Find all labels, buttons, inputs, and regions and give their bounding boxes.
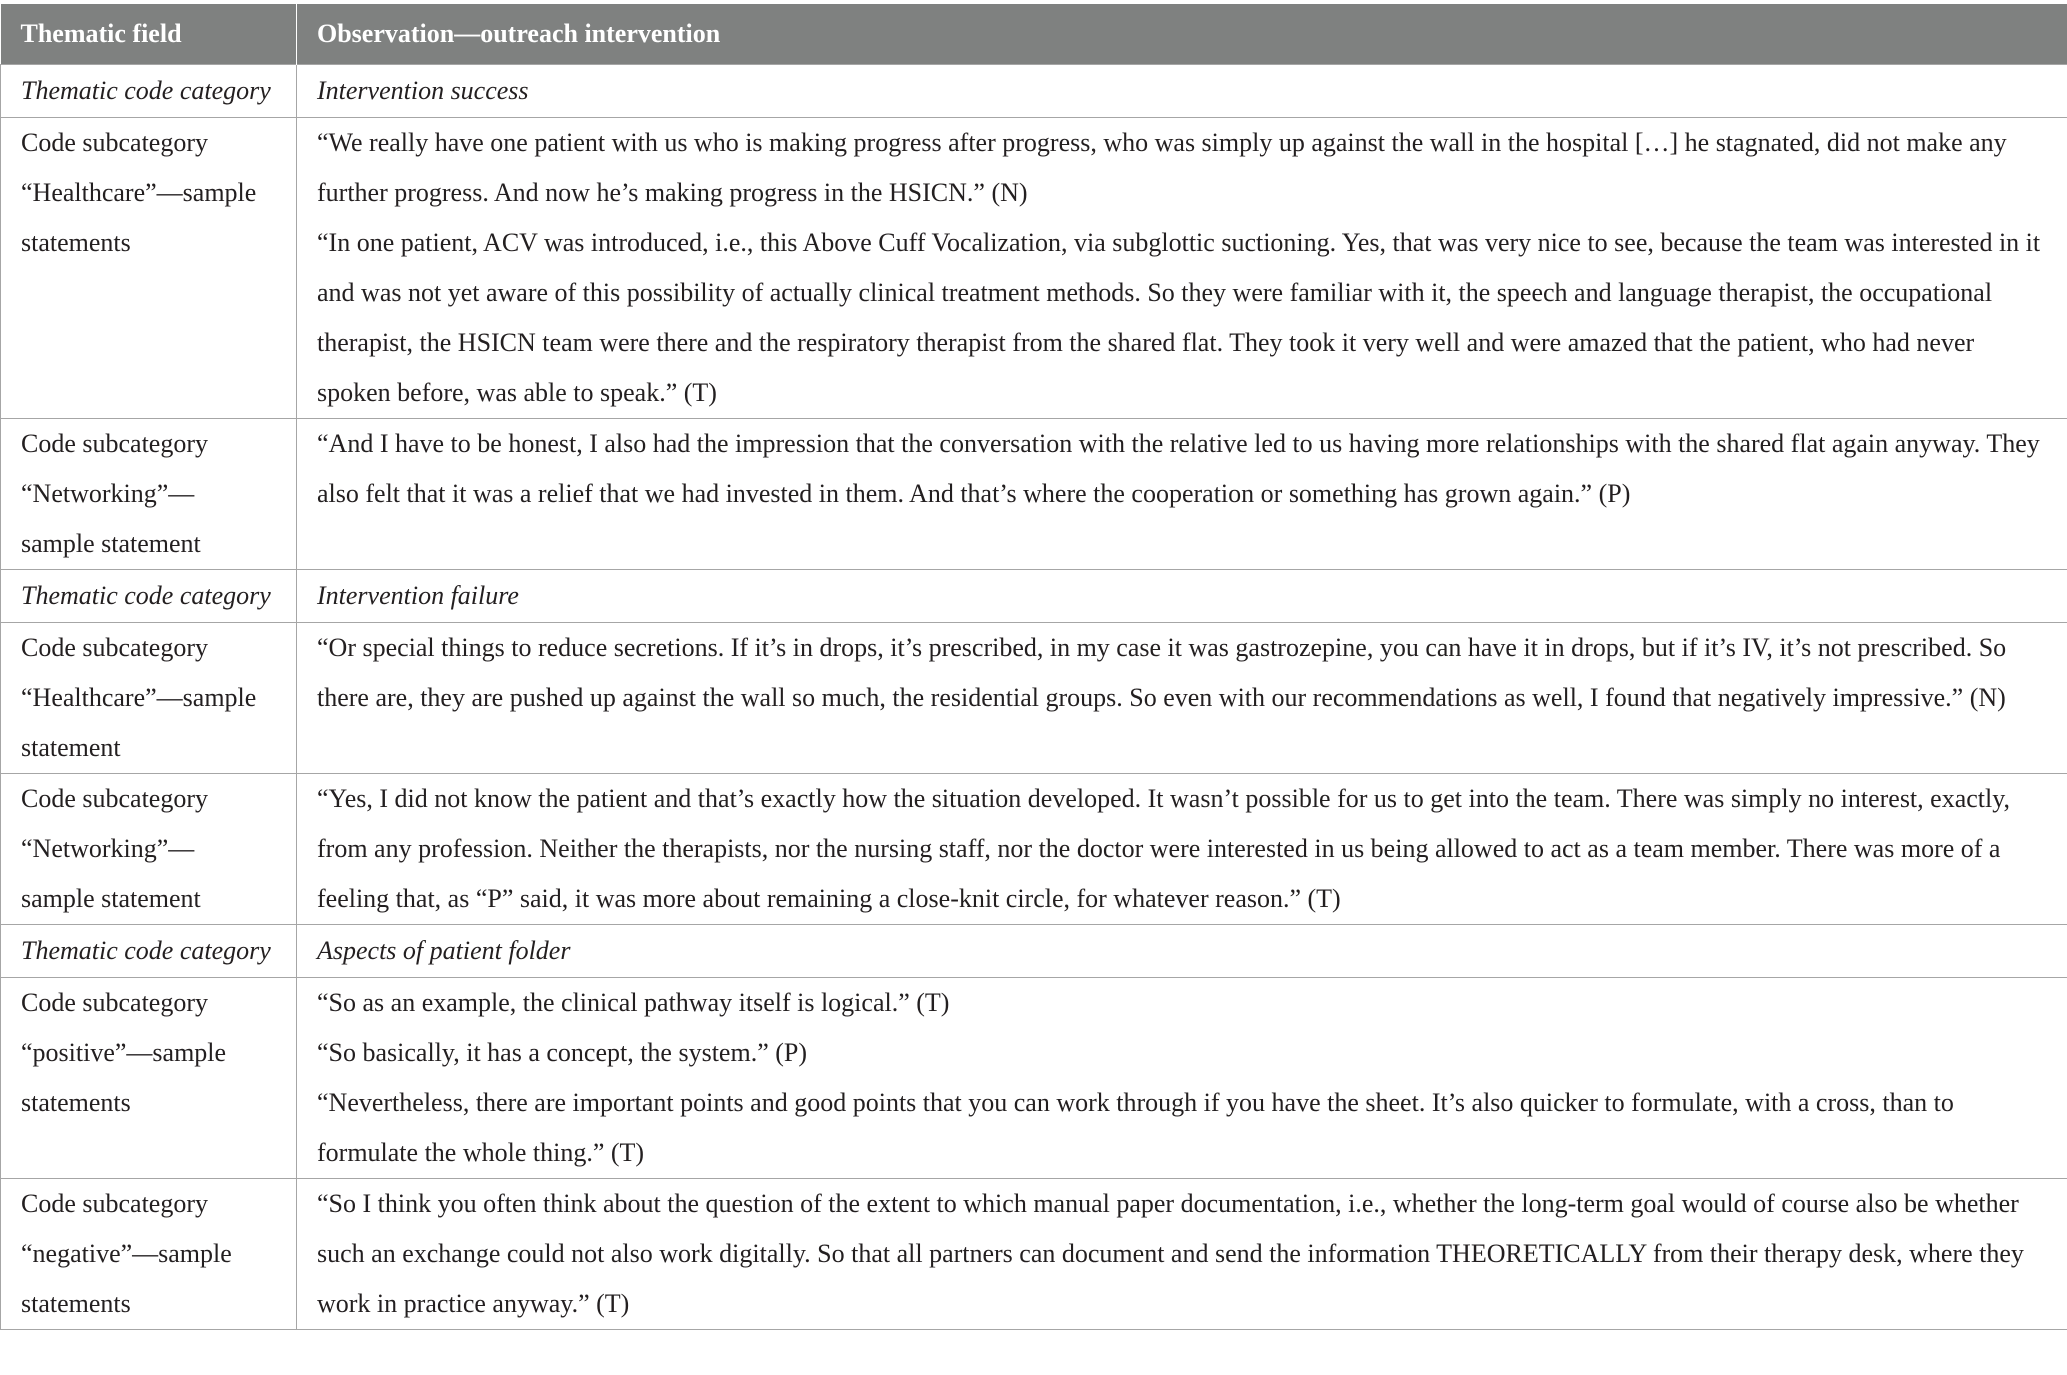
category-row bbox=[1, 570, 2067, 623]
statements-cell bbox=[297, 419, 2067, 570]
table-body bbox=[1, 65, 2067, 1330]
subcategory-label bbox=[1, 774, 297, 925]
subcategory-label-line: “Networking”— bbox=[21, 834, 195, 863]
subcategory-label-line: Code subcategory bbox=[21, 633, 209, 662]
category-value: Intervention success bbox=[297, 65, 2067, 118]
subcategory-label-line: statements bbox=[21, 1289, 131, 1318]
subcategory-row bbox=[1, 1179, 2067, 1330]
subcategory-label-line: Code subcategory bbox=[21, 1189, 209, 1218]
table-container bbox=[0, 4, 2067, 1330]
thematic-table bbox=[0, 4, 2067, 1330]
subcategory-label-line: “positive”—sample bbox=[21, 1038, 227, 1067]
sample-statement: “We really have one patient with us who is making progress after progress, who was simply up against the wall in the hospital […] he stagnated, did not make any further progress. And now he’s making progress in the HSICN.” (N) bbox=[317, 128, 2007, 207]
subcategory-label-line: sample statement bbox=[21, 529, 201, 558]
subcategory-label bbox=[1, 118, 297, 419]
subcategory-row bbox=[1, 774, 2067, 925]
category-row bbox=[1, 65, 2067, 118]
category-row bbox=[1, 925, 2067, 978]
subcategory-row bbox=[1, 978, 2067, 1179]
subcategory-label-line: statements bbox=[21, 1088, 131, 1117]
subcategory-row bbox=[1, 118, 2067, 419]
sample-statement: “So basically, it has a concept, the system.” (P) bbox=[317, 1038, 808, 1067]
subcategory-row bbox=[1, 623, 2067, 774]
subcategory-label-line: “negative”—sample bbox=[21, 1239, 232, 1268]
header-observation: Observation—outreach intervention bbox=[297, 4, 2067, 65]
subcategory-label bbox=[1, 978, 297, 1179]
subcategory-label-line: Code subcategory bbox=[21, 784, 209, 813]
statements-cell bbox=[297, 978, 2067, 1179]
category-label: Thematic code category bbox=[1, 65, 297, 118]
subcategory-label-line: “Networking”— bbox=[21, 479, 195, 508]
subcategory-label-line: Code subcategory bbox=[21, 128, 209, 157]
category-label: Thematic code category bbox=[1, 570, 297, 623]
subcategory-row bbox=[1, 419, 2067, 570]
subcategory-label-line: sample statement bbox=[21, 884, 201, 913]
subcategory-label-line: “Healthcare”—sample bbox=[21, 683, 257, 712]
category-value: Intervention failure bbox=[297, 570, 2067, 623]
sample-statement: “Nevertheless, there are important points and good points that you can work through if you have the sheet. It’s also quicker to formulate, with a cross, than to formulate the whole thing.” (T) bbox=[317, 1088, 1954, 1167]
statements-cell bbox=[297, 774, 2067, 925]
sample-statement: “So as an example, the clinical pathway itself is logical.” (T) bbox=[317, 988, 950, 1017]
subcategory-label bbox=[1, 1179, 297, 1330]
category-value: Aspects of patient folder bbox=[297, 925, 2067, 978]
subcategory-label-line: statement bbox=[21, 733, 121, 762]
category-label: Thematic code category bbox=[1, 925, 297, 978]
statements-cell bbox=[297, 118, 2067, 419]
subcategory-label bbox=[1, 419, 297, 570]
statements-cell bbox=[297, 1179, 2067, 1330]
sample-statement: “Yes, I did not know the patient and that’s exactly how the situation developed. It wasn’t possible for us to get into the team. There was simply no interest, exactly, from any profession. Neither the therapists, nor the nursing staff, nor the doctor were interested in us being allowed to act as a team member. There was more of a feeling that, as “P” said, it was more about remaining a close-knit circle, for whatever reason.” (T) bbox=[317, 784, 2011, 913]
subcategory-label bbox=[1, 623, 297, 774]
subcategory-label-line: statements bbox=[21, 228, 131, 257]
subcategory-label-line: Code subcategory bbox=[21, 988, 209, 1017]
header-thematic-field: Thematic field bbox=[1, 4, 297, 65]
table-header-row bbox=[1, 4, 2067, 65]
sample-statement: “So I think you often think about the question of the extent to which manual paper documentation, i.e., whether the long-term goal would of course also be whether such an exchange could not also work digitally. So that all partners can document and send the information THEORETICALLY from their therapy desk, where they work in practice anyway.” (T) bbox=[317, 1189, 2024, 1318]
subcategory-label-line: Code subcategory bbox=[21, 429, 209, 458]
sample-statement: “In one patient, ACV was introduced, i.e., this Above Cuff Vocalization, via subglottic suctioning. Yes, that was very nice to see, because the team was interested in it and was not yet aware of this possibility of actually clinical treatment methods. So they were familiar with it, the speech and language therapist, the occupational therapist, the HSICN team were there and the respiratory therapist from the shared flat. They took it very well and were amazed that the patient, who had never spoken before, was able to speak.” (T) bbox=[317, 228, 2041, 407]
sample-statement: “And I have to be honest, I also had the impression that the conversation with the relative led to us having more relationships with the shared flat again anyway. They also felt that it was a relief that we had invested in them. And that’s where the cooperation or something has grown again.” (P) bbox=[317, 429, 2040, 508]
sample-statement: “Or special things to reduce secretions. If it’s in drops, it’s prescribed, in my case it was gastrozepine, you can have it in drops, but if it’s IV, it’s not prescribed. So there are, they are pushed up against the wall so much, the residential groups. So even with our recommendations as well, I found that negatively impressive.” (N) bbox=[317, 633, 2007, 712]
subcategory-label-line: “Healthcare”—sample bbox=[21, 178, 257, 207]
statements-cell bbox=[297, 623, 2067, 774]
